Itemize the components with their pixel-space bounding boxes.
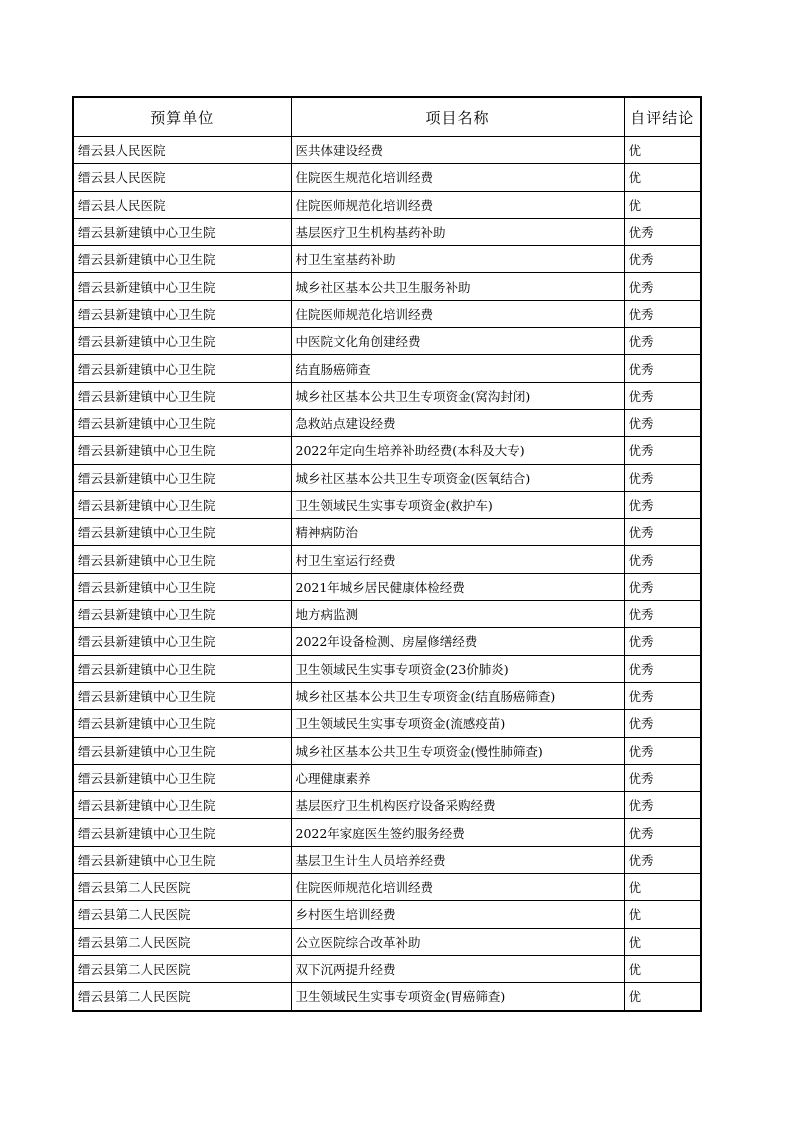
project-name-cell: 城乡社区基本公共卫生专项资金(窝沟封闭) [291, 382, 624, 409]
project-name-cell: 住院医师规范化培训经费 [291, 191, 624, 218]
budget-unit-cell: 缙云县人民医院 [73, 191, 291, 218]
evaluation-cell: 优 [624, 191, 701, 218]
project-name-cell: 城乡社区基本公共卫生专项资金(医氧结合) [291, 464, 624, 491]
project-name-cell: 基层卫生计生人员培养经费 [291, 846, 624, 873]
budget-unit-cell: 缙云县新建镇中心卫生院 [73, 601, 291, 628]
evaluation-cell: 优秀 [624, 491, 701, 518]
budget-unit-cell: 缙云县人民医院 [73, 164, 291, 191]
table-row [73, 628, 701, 655]
evaluation-cell: 优秀 [624, 300, 701, 327]
evaluation-cell: 优 [624, 928, 701, 955]
project-name-cell: 地方病监测 [291, 601, 624, 628]
table-row [73, 191, 701, 218]
table-row [73, 409, 701, 436]
budget-unit-cell: 缙云县新建镇中心卫生院 [73, 328, 291, 355]
table-row [73, 137, 701, 164]
header-self-evaluation: 自评结论 [624, 97, 701, 137]
evaluation-cell: 优秀 [624, 764, 701, 791]
table-row [73, 655, 701, 682]
project-name-cell: 精神病防治 [291, 519, 624, 546]
project-name-cell: 基层医疗卫生机构医疗设备采购经费 [291, 792, 624, 819]
budget-unit-cell: 缙云县新建镇中心卫生院 [73, 464, 291, 491]
budget-unit-cell: 缙云县新建镇中心卫生院 [73, 682, 291, 709]
table-row [73, 355, 701, 382]
evaluation-cell: 优秀 [624, 546, 701, 573]
project-name-cell: 2021年城乡居民健康体检经费 [291, 573, 624, 600]
evaluation-cell: 优秀 [624, 519, 701, 546]
table-row [73, 300, 701, 327]
budget-unit-cell: 缙云县新建镇中心卫生院 [73, 273, 291, 300]
budget-unit-cell: 缙云县新建镇中心卫生院 [73, 300, 291, 327]
project-name-cell: 卫生领域民生实事专项资金(胃癌筛查) [291, 983, 624, 1011]
table-row [73, 437, 701, 464]
table-row [73, 491, 701, 518]
budget-unit-cell: 缙云县新建镇中心卫生院 [73, 546, 291, 573]
budget-unit-cell: 缙云县新建镇中心卫生院 [73, 737, 291, 764]
budget-unit-cell: 缙云县新建镇中心卫生院 [73, 246, 291, 273]
header-budget-unit: 预算单位 [73, 97, 291, 137]
evaluation-cell: 优秀 [624, 382, 701, 409]
evaluation-cell: 优秀 [624, 819, 701, 846]
table-row [73, 164, 701, 191]
project-name-cell: 2022年定向生培养补助经费(本科及大专) [291, 437, 624, 464]
table-row [73, 546, 701, 573]
project-name-cell: 结直肠癌筛查 [291, 355, 624, 382]
evaluation-cell: 优秀 [624, 655, 701, 682]
evaluation-cell: 优 [624, 983, 701, 1011]
budget-unit-cell: 缙云县新建镇中心卫生院 [73, 819, 291, 846]
budget-unit-cell: 缙云县第二人民医院 [73, 901, 291, 928]
project-name-cell: 心理健康素养 [291, 764, 624, 791]
project-name-cell: 城乡社区基本公共卫生服务补助 [291, 273, 624, 300]
budget-unit-cell: 缙云县新建镇中心卫生院 [73, 519, 291, 546]
budget-unit-cell: 缙云县第二人民医院 [73, 983, 291, 1011]
evaluation-cell: 优秀 [624, 682, 701, 709]
evaluation-cell: 优秀 [624, 710, 701, 737]
evaluation-cell: 优秀 [624, 246, 701, 273]
budget-unit-cell: 缙云县第二人民医院 [73, 874, 291, 901]
table-body [73, 137, 701, 1011]
budget-unit-cell: 缙云县新建镇中心卫生院 [73, 846, 291, 873]
budget-unit-cell: 缙云县新建镇中心卫生院 [73, 710, 291, 737]
table-row [73, 682, 701, 709]
project-name-cell: 中医院文化角创建经费 [291, 328, 624, 355]
table-row [73, 246, 701, 273]
project-name-cell: 2022年家庭医生签约服务经费 [291, 819, 624, 846]
table-row [73, 928, 701, 955]
evaluation-cell: 优 [624, 137, 701, 164]
budget-unit-cell: 缙云县新建镇中心卫生院 [73, 437, 291, 464]
project-name-cell: 急救站点建设经费 [291, 409, 624, 436]
project-name-cell: 双下沉两提升经费 [291, 955, 624, 982]
project-name-cell: 卫生领域民生实事专项资金(流感疫苗) [291, 710, 624, 737]
table-row [73, 218, 701, 245]
project-name-cell: 卫生领域民生实事专项资金(救护车) [291, 491, 624, 518]
evaluation-cell: 优秀 [624, 218, 701, 245]
evaluation-cell: 优秀 [624, 601, 701, 628]
evaluation-cell: 优秀 [624, 846, 701, 873]
evaluation-cell: 优秀 [624, 355, 701, 382]
budget-unit-cell: 缙云县人民医院 [73, 137, 291, 164]
table-row [73, 273, 701, 300]
header-project-name: 项目名称 [291, 97, 624, 137]
project-name-cell: 基层医疗卫生机构基药补助 [291, 218, 624, 245]
budget-unit-cell: 缙云县新建镇中心卫生院 [73, 491, 291, 518]
budget-unit-cell: 缙云县新建镇中心卫生院 [73, 655, 291, 682]
table-row [73, 737, 701, 764]
evaluation-table [72, 96, 702, 1012]
budget-unit-cell: 缙云县新建镇中心卫生院 [73, 382, 291, 409]
table-header-row [73, 97, 701, 137]
budget-unit-cell: 缙云县新建镇中心卫生院 [73, 628, 291, 655]
project-name-cell: 公立医院综合改革补助 [291, 928, 624, 955]
table-row [73, 874, 701, 901]
evaluation-cell: 优 [624, 955, 701, 982]
table-row [73, 983, 701, 1011]
budget-unit-cell: 缙云县新建镇中心卫生院 [73, 764, 291, 791]
project-name-cell: 住院医生规范化培训经费 [291, 164, 624, 191]
evaluation-cell: 优秀 [624, 628, 701, 655]
table-row [73, 601, 701, 628]
budget-unit-cell: 缙云县新建镇中心卫生院 [73, 355, 291, 382]
evaluation-cell: 优秀 [624, 273, 701, 300]
project-name-cell: 住院医师规范化培训经费 [291, 300, 624, 327]
table-row [73, 464, 701, 491]
project-name-cell: 村卫生室运行经费 [291, 546, 624, 573]
budget-unit-cell: 缙云县第二人民医院 [73, 928, 291, 955]
evaluation-cell: 优秀 [624, 573, 701, 600]
evaluation-cell: 优秀 [624, 792, 701, 819]
project-name-cell: 卫生领域民生实事专项资金(23价肺炎) [291, 655, 624, 682]
table-row [73, 901, 701, 928]
table-row [73, 819, 701, 846]
table-row [73, 573, 701, 600]
evaluation-cell: 优秀 [624, 737, 701, 764]
project-name-cell: 城乡社区基本公共卫生专项资金(结直肠癌筛查) [291, 682, 624, 709]
evaluation-cell: 优 [624, 901, 701, 928]
project-name-cell: 乡村医生培训经费 [291, 901, 624, 928]
table-row [73, 519, 701, 546]
project-name-cell: 城乡社区基本公共卫生专项资金(慢性肺筛查) [291, 737, 624, 764]
table-row [73, 382, 701, 409]
table-row [73, 955, 701, 982]
budget-unit-cell: 缙云县第二人民医院 [73, 955, 291, 982]
table-row [73, 710, 701, 737]
budget-unit-cell: 缙云县新建镇中心卫生院 [73, 573, 291, 600]
table-row [73, 792, 701, 819]
table-row [73, 846, 701, 873]
project-name-cell: 2022年设备检测、房屋修缮经费 [291, 628, 624, 655]
budget-unit-cell: 缙云县新建镇中心卫生院 [73, 792, 291, 819]
evaluation-cell: 优秀 [624, 437, 701, 464]
project-name-cell: 村卫生室基药补助 [291, 246, 624, 273]
project-name-cell: 住院医师规范化培训经费 [291, 874, 624, 901]
project-name-cell: 医共体建设经费 [291, 137, 624, 164]
budget-unit-cell: 缙云县新建镇中心卫生院 [73, 409, 291, 436]
table-row [73, 328, 701, 355]
evaluation-cell: 优 [624, 874, 701, 901]
budget-unit-cell: 缙云县新建镇中心卫生院 [73, 218, 291, 245]
table-row [73, 764, 701, 791]
evaluation-cell: 优秀 [624, 464, 701, 491]
evaluation-cell: 优 [624, 164, 701, 191]
evaluation-cell: 优秀 [624, 409, 701, 436]
evaluation-cell: 优秀 [624, 328, 701, 355]
